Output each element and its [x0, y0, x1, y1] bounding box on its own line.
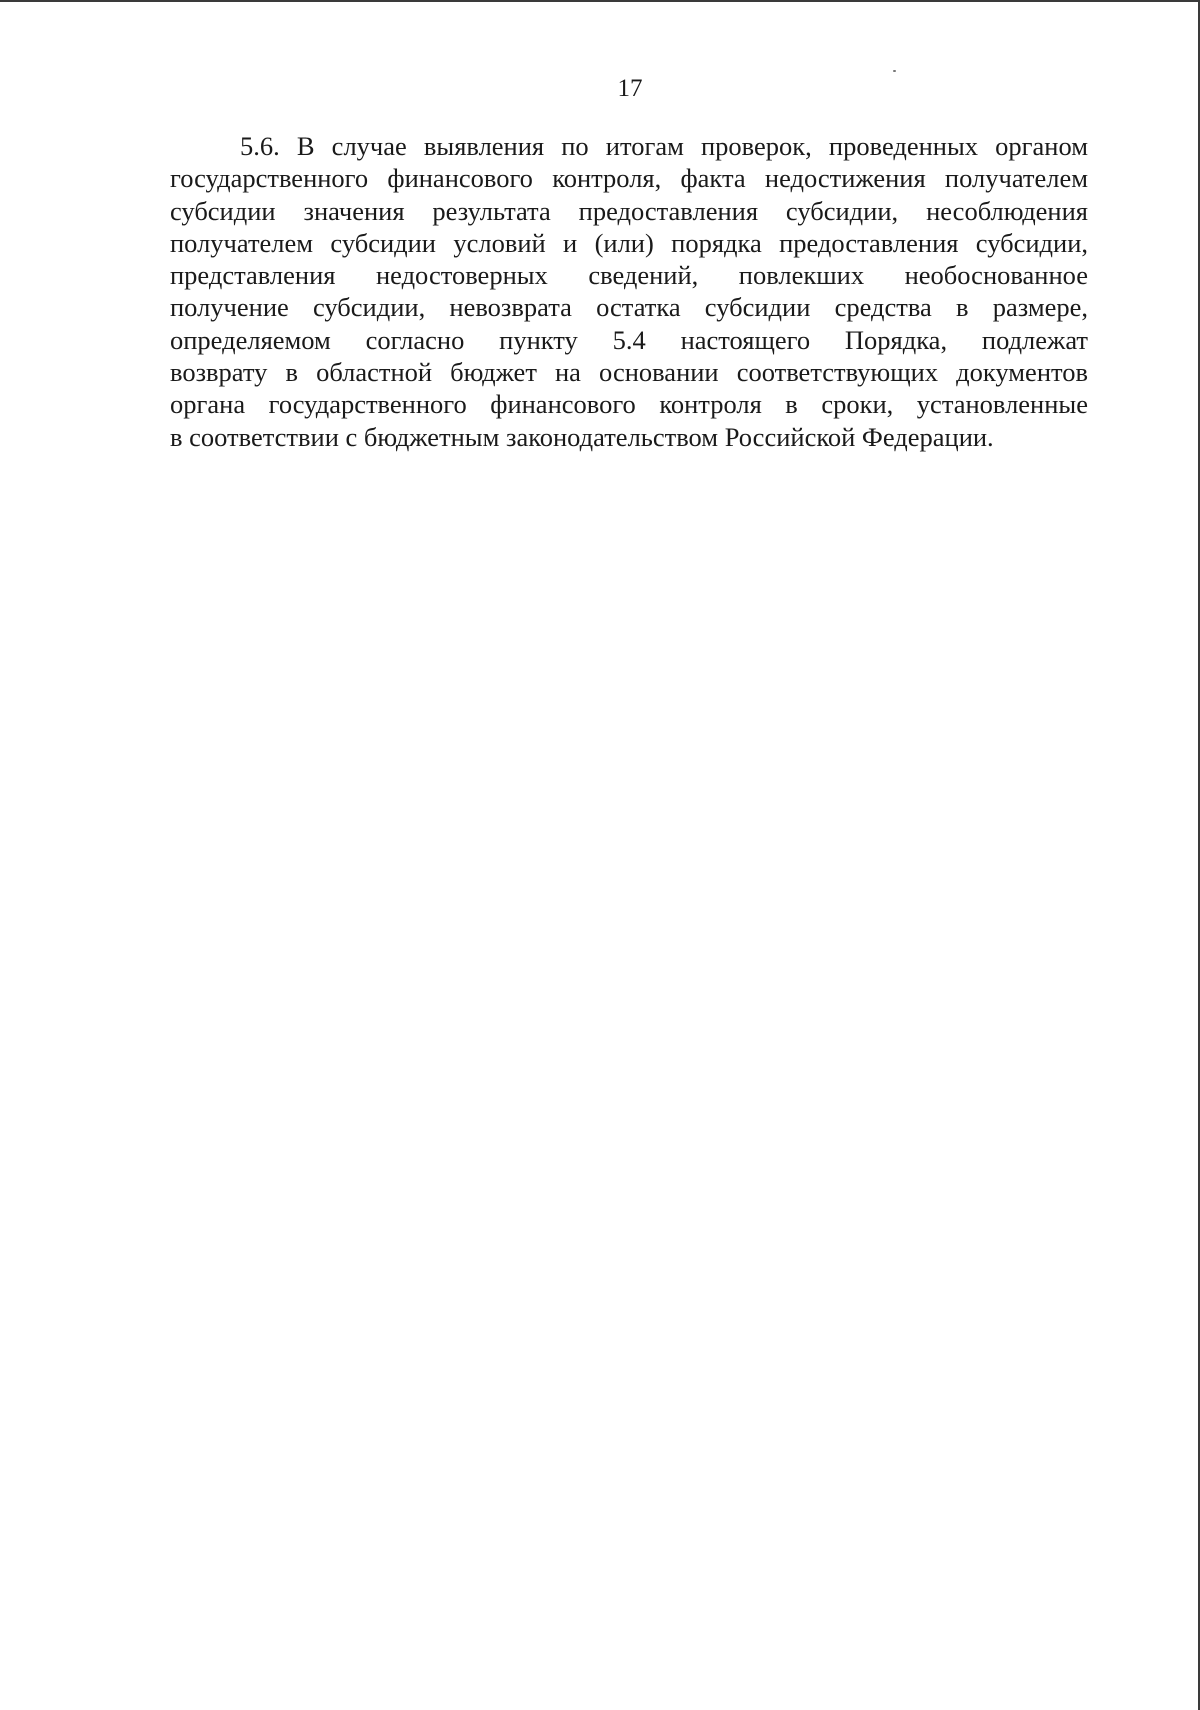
paragraph-line: органа государственного финансового контроля в сроки, установленные — [170, 389, 1088, 420]
section-5-6-paragraph — [170, 130, 1088, 453]
paragraph-line: получателем субсидии условий и (или) порядка предоставления субсидии, — [170, 227, 1088, 258]
paragraph-line: в соответствии с бюджетным законодательством Российской Федерации. — [170, 421, 994, 452]
paragraph-line: определяемом согласно пункту 5.4 настоящего Порядка, подлежат — [170, 324, 1088, 355]
scan-edge-top — [0, 0, 1200, 2]
paragraph-line: 5.6. В случае выявления по итогам проверок, проведенных органом — [240, 131, 1088, 161]
paragraph-line: субсидии значения результата предоставления субсидии, несоблюдения — [170, 195, 1088, 226]
paragraph-line: получение субсидии, невозврата остатка субсидии средства в размере, — [170, 292, 1088, 323]
page-number: 17 — [617, 75, 643, 102]
scan-speck — [893, 70, 896, 72]
paragraph-line: представления недостоверных сведений, повлекших необоснованное — [170, 260, 1088, 291]
paragraph-line: государственного финансового контроля, факта недостижения получателем — [170, 163, 1088, 194]
paragraph-line: возврату в областной бюджет на основании соответствующих документов — [170, 357, 1088, 388]
